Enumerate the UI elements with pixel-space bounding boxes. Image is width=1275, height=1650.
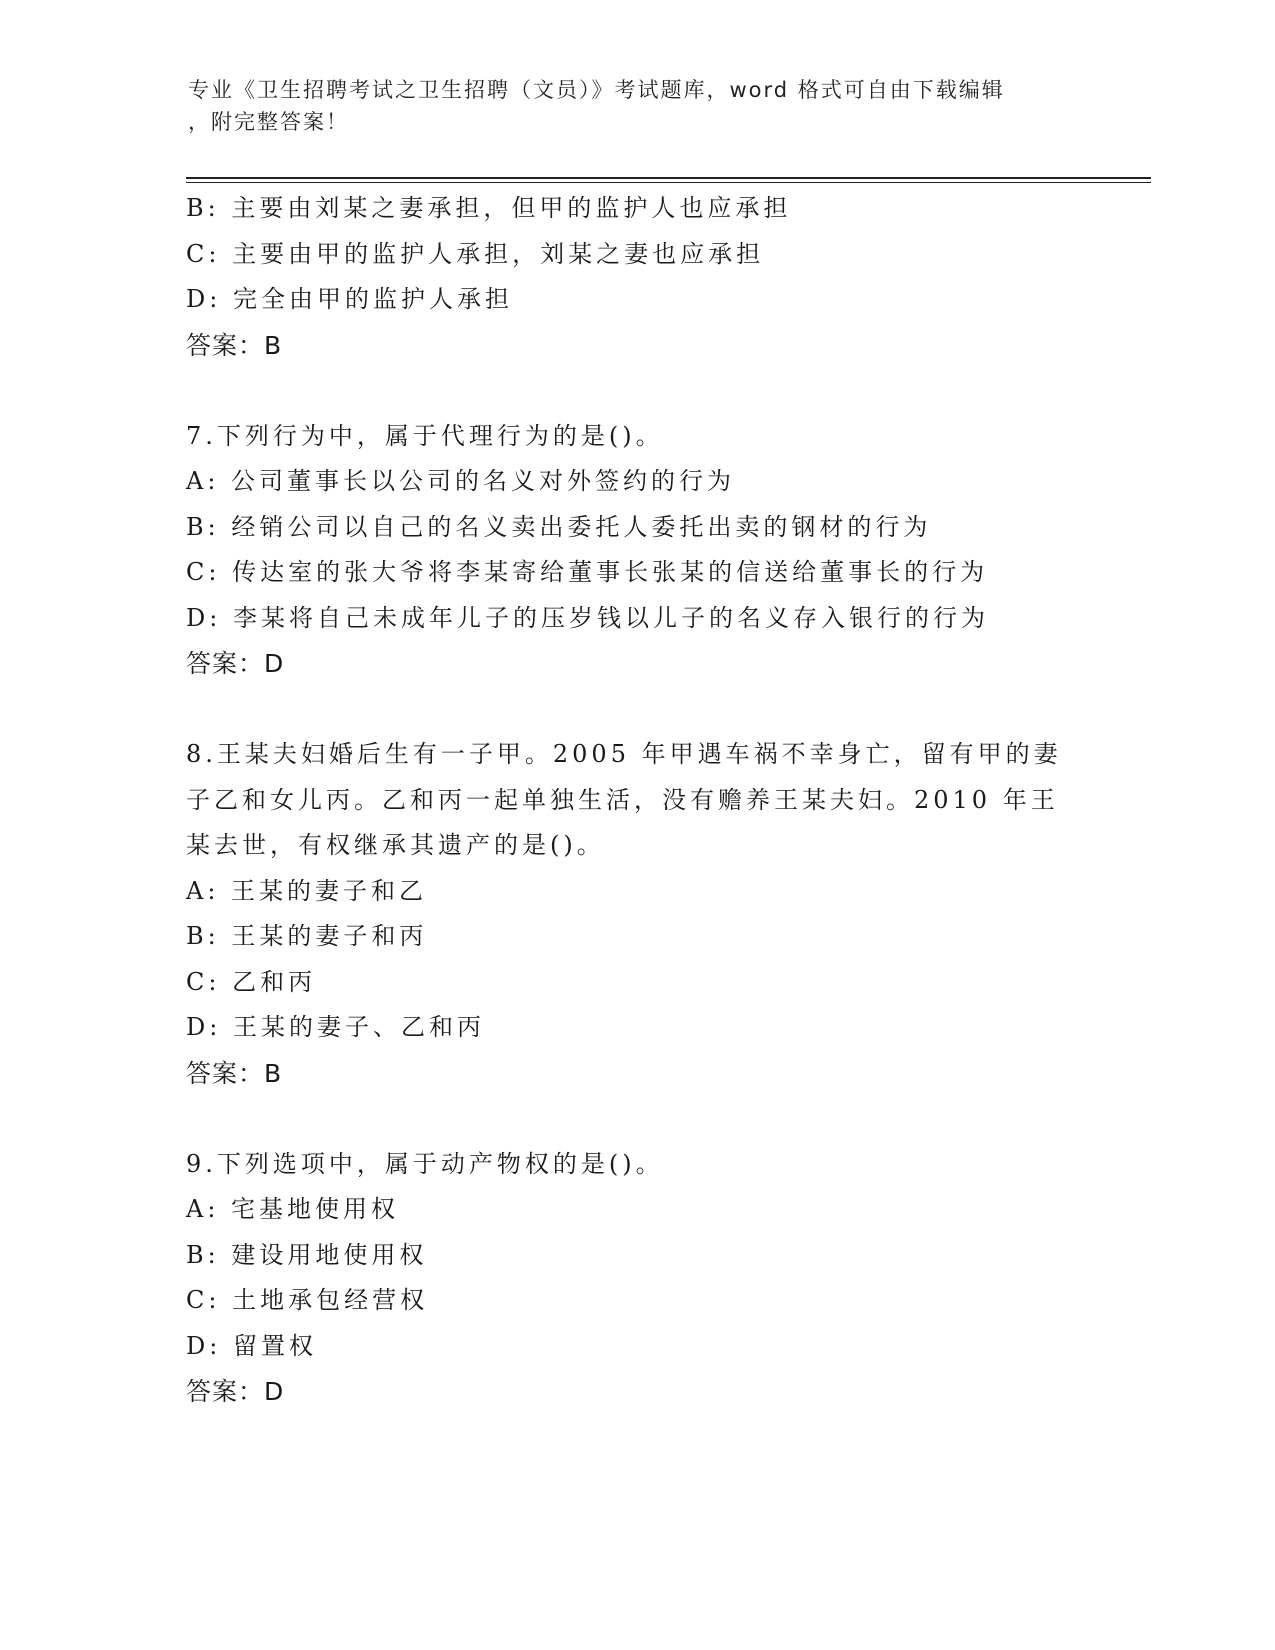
option-b: B: 主要由刘某之妻承担，但甲的监护人也应承担 [186, 194, 792, 222]
question-7 [186, 414, 1086, 687]
header-rule-thick [186, 177, 1151, 179]
spacer [186, 1096, 1086, 1142]
option-a: A: 王某的妻子和乙 [186, 876, 428, 905]
answer: 答案：B [186, 330, 283, 360]
answer: 答案：D [186, 649, 285, 678]
question-6-continued [186, 186, 1086, 368]
option-c: C: 传达室的张大爷将李某寄给董事长张某的信送给董事长的行为 [186, 558, 989, 586]
question-9 [186, 1142, 1086, 1415]
question-text-line-1: 8.王某夫妇婚后生有一子甲。2005 年甲遇车祸不幸身亡，留有甲的妻 [186, 740, 1062, 768]
spacer [186, 687, 1086, 733]
spacer [186, 368, 1086, 414]
option-d: D: 王某的妻子、乙和丙 [186, 1013, 485, 1041]
document-header [188, 74, 1068, 138]
header-line-1: 专业《卫生招聘考试之卫生招聘（文员）》考试题库，word 格式可自由下载编辑 [188, 78, 1005, 102]
question-list [186, 186, 1086, 1415]
option-c: C: 乙和丙 [186, 967, 317, 996]
header-rule-thin [186, 182, 1151, 183]
answer: 答案：B [186, 1058, 283, 1088]
option-d: D: 完全由甲的监护人承担 [186, 285, 513, 313]
option-a: A: 宅基地使用权 [186, 1195, 400, 1223]
option-d: D: 留置权 [186, 1331, 317, 1360]
option-a: A: 公司董事长以公司的名义对外签约的行为 [186, 467, 736, 495]
option-b: B: 建设用地使用权 [186, 1240, 428, 1269]
question-text-line-2: 子乙和女儿丙。乙和丙一起单独生活，没有赡养王某夫妇。2010 年王 [186, 785, 1059, 814]
question-text-line-3: 某去世，有权继承其遗产的是()。 [186, 831, 605, 859]
option-b: B: 经销公司以自己的名义卖出委托人委托出卖的钢材的行为 [186, 512, 932, 541]
question-text: 7.下列行为中，属于代理行为的是()。 [186, 421, 664, 450]
question-text: 9.下列选项中，属于动产物权的是()。 [186, 1149, 664, 1178]
option-c: C: 土地承包经营权 [186, 1286, 429, 1314]
option-d: D: 李某将自己未成年儿子的压岁钱以儿子的名义存入银行的行为 [186, 603, 989, 632]
header-line-2: ，附完整答案！ [188, 110, 349, 134]
question-8 [186, 732, 1086, 1096]
option-c: C: 主要由甲的监护人承担，刘某之妻也应承担 [186, 239, 765, 268]
option-b: B: 王某的妻子和丙 [186, 922, 428, 950]
answer: 答案：D [186, 1377, 285, 1406]
